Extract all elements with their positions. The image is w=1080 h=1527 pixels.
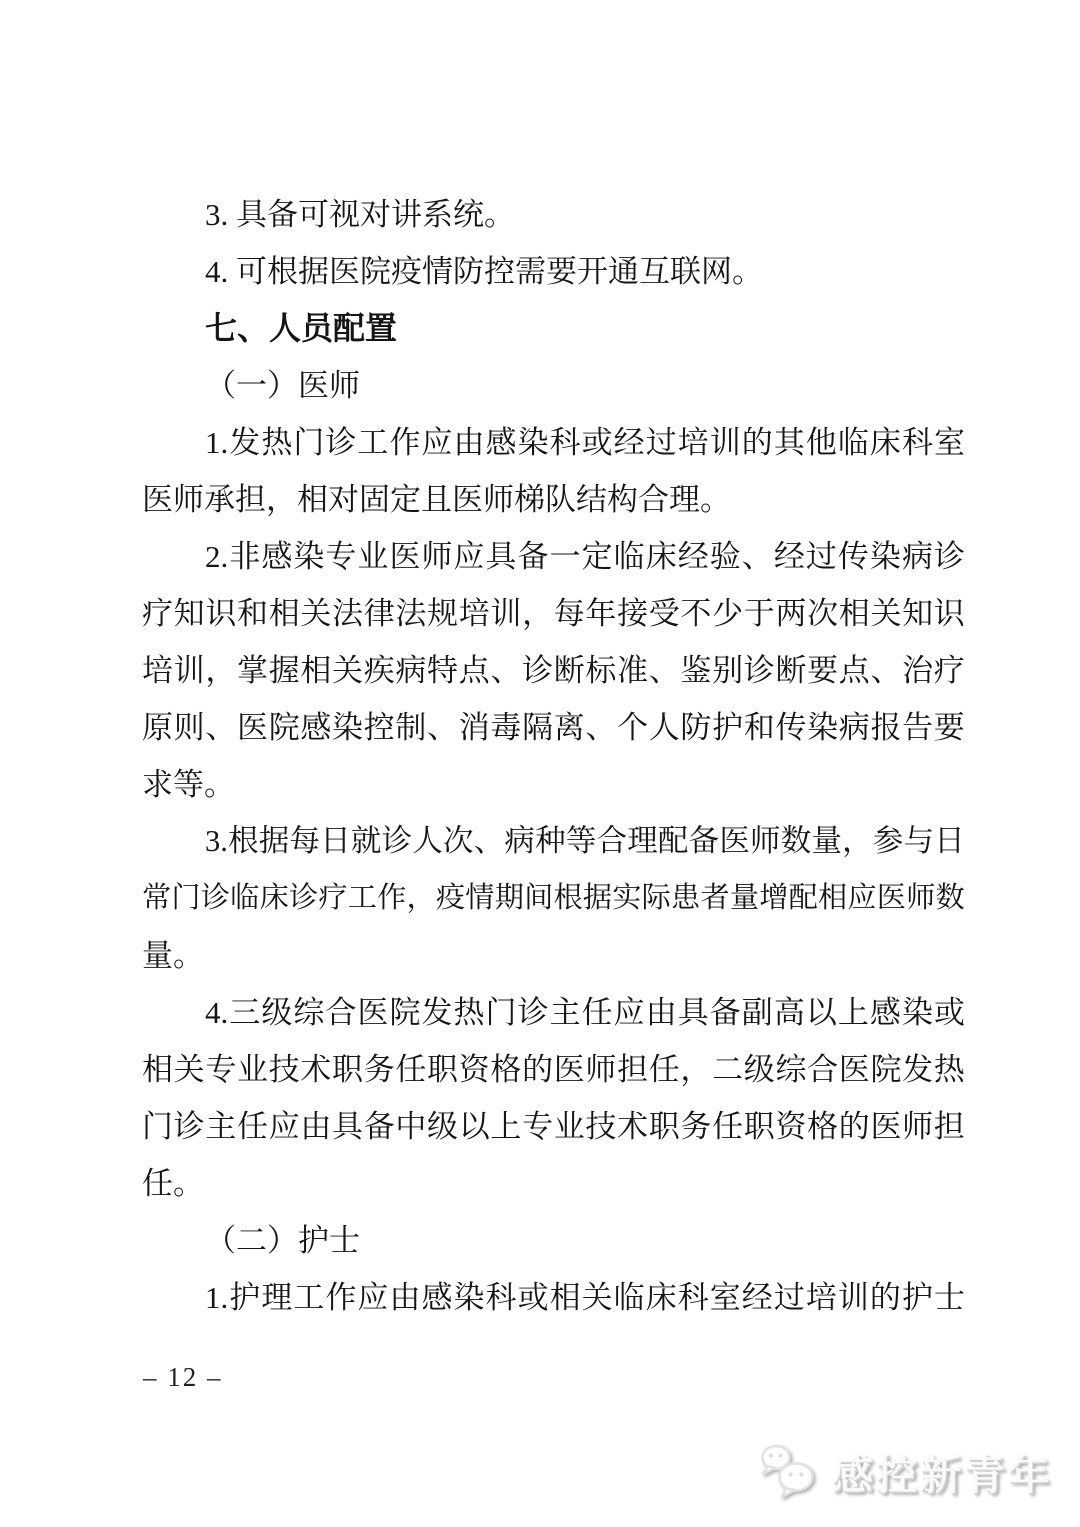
- text-line: 4. 三 级 综 合 医 院 发 热 门 诊 主 任 应 由 具 备 副 高 以 上 感 染 或: [205, 995, 965, 1030]
- wechat-icon: [755, 1443, 819, 1501]
- text-line: 门 诊 主 任 应 由 具 备 中 级 以 上 专 业 技 术 职 务 任 职 资 格 的 医 师 担: [142, 1109, 965, 1144]
- text-line: 医师承担，相对固定且医师梯队结构合理。: [142, 482, 731, 517]
- text-line: 疗 知 识 和 相 关 法 律 法 规 培 训 ， 每 年 接 受 不 少 于 两 次 相 关 知 识: [142, 596, 965, 631]
- text-line: 相 关 专 业 技 术 职 务 任 职 资 格 的 医 师 担 任 ， 二 级 综 合 医 院 发 热: [142, 1052, 965, 1087]
- text-line: 3. 根 据 每 日 就 诊 人 次 、 病 种 等 合 理 配 备 医 师 数 量 ， 参 与 日: [205, 824, 965, 858]
- text-line: 3. 具备可视对讲系统。: [205, 197, 515, 232]
- watermark: [755, 1442, 1052, 1501]
- watermark-label: 感控新青年: [832, 1452, 1052, 1498]
- text-line: （一）医师: [205, 368, 360, 403]
- text-line: 4. 可根据医院疫情防控需要开通互联网。: [205, 254, 763, 289]
- text-line: 常 门 诊 临 床 诊 疗 工 作 ， 疫 情 期 间 根 据 实 际 患 者 量 增 配 相 应 医 师 数: [142, 882, 965, 914]
- text-line: 原 则 、 医 院 感 染 控 制 、 消 毒 隔 离 、 个 人 防 护 和 传 染 病 报 告 要: [142, 710, 965, 745]
- text-line: 1. 护 理 工 作 应 由 感 染 科 或 相 关 临 床 科 室 经 过 培 训 的 护 士: [205, 1280, 965, 1315]
- heading-line: 七、人员配置: [205, 310, 398, 346]
- text-line: 任。: [142, 1166, 204, 1201]
- text-line: （二）护士: [205, 1223, 360, 1258]
- text-line: 求等。: [142, 767, 235, 802]
- page-number: – 12 –: [143, 1362, 223, 1392]
- text-line: 量。: [142, 938, 204, 973]
- text-line: 1. 发 热 门 诊 工 作 应 由 感 染 科 或 经 过 培 训 的 其 他 临 床 科 室: [205, 425, 965, 460]
- text-line: 2. 非 感 染 专 业 医 师 应 具 备 一 定 临 床 经 验 、 经 过 传 染 病 诊: [205, 539, 965, 574]
- document-body: [142, 186, 965, 1326]
- text-line: 培 训 ， 掌 握 相 关 疾 病 特 点 、 诊 断 标 准 、 鉴 别 诊 断 要 点 、 治 疗: [142, 653, 965, 688]
